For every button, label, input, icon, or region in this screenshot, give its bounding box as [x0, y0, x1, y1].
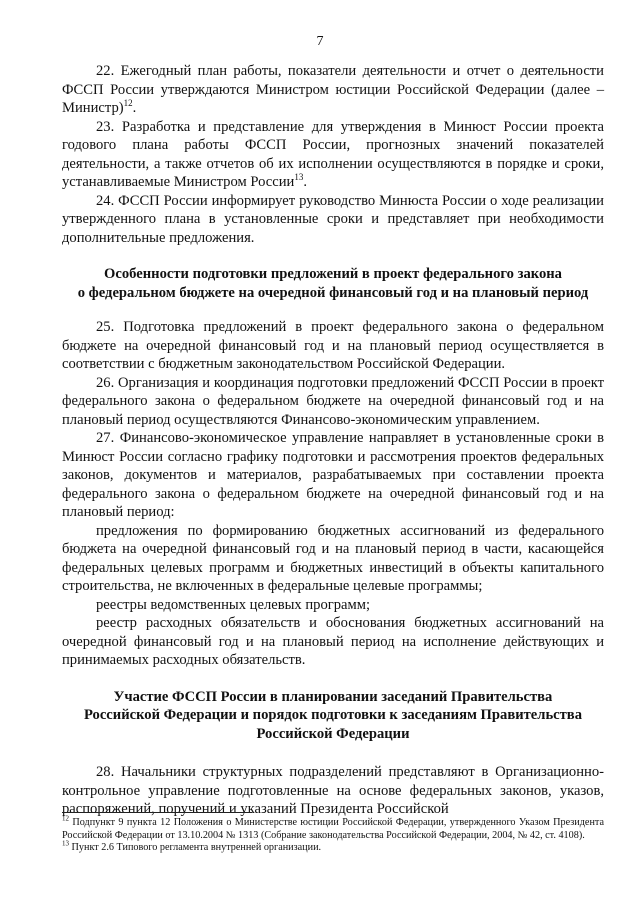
- list-item: реестры ведомственных целевых программ;: [96, 596, 371, 613]
- section-heading-government-line-3: Российской Федерации: [256, 725, 410, 742]
- list-item: предложения по формированию бюджетных ассигнований из федерального бюджета на очередной финансовый год и на плановый период в части, касающейся федеральных целевых программ и бюджетных инвестиций в объекты капитального строительства, не включенных в федеральные целевые программы;: [62, 522, 604, 594]
- document-body: [62, 62, 604, 819]
- paragraph-23-text: 23. Разработка и представление для утверждения в Минюст России проекта годового плана работы ФССП России, прогнозных значений показателей деятельности, а также отчетов об их исполнении осуществляются в порядке и сроки, устанавливаемые Министром России: [62, 118, 604, 190]
- paragraph-23-end: .: [303, 174, 307, 190]
- paragraph-22-end: .: [132, 100, 137, 116]
- paragraph-28: 28. Начальники структурных подразделений представляют в Организационно-контрольное управление подготовленные на основе федеральных законов, указов, распоряжений, поручений и указаний Президента Российской: [62, 764, 604, 817]
- paragraph-23: [62, 118, 604, 192]
- page-number: 7: [316, 34, 324, 49]
- paragraph-22-text: 22. Ежегодный план работы, показатели деятельности и отчет о деятельности ФССП России утверждаются Министром юстиции Российской Федерации (далее – Министр): [62, 63, 604, 116]
- footnotes: [62, 812, 604, 855]
- section-heading-government-line-1: Участие ФССП России в планировании заседаний Правительства: [113, 688, 553, 705]
- footnote-12-marker: 12: [62, 814, 69, 823]
- footnote-ref-12: 12: [123, 98, 133, 109]
- paragraph-22: [62, 62, 604, 118]
- section-heading-government-meetings: [62, 688, 604, 744]
- section-heading-budget-line-2: о федеральном бюджете на очередной финансовый год и на плановый период: [77, 284, 589, 301]
- paragraph-26: 26. Организация и координация подготовки предложений ФССП России в проект федерального закона о федеральном бюджете на очередной финансовый год и на плановый период осуществляются Финансово-экономическим управлением.: [62, 374, 604, 428]
- section-heading-budget: [62, 265, 604, 302]
- paragraph-24: 24. ФССП России информирует руководство Минюста России о ходе реализации утвержденного плана в установленные сроки и представляет при необходимости дополнительные предложения.: [62, 192, 604, 246]
- paragraph-25: 25. Подготовка предложений в проект федерального закона о федеральном бюджете на очередной финансовый год и на плановый период осуществляется в соответствии с бюджетным законодательством Российской Федерации.: [62, 319, 604, 372]
- footnote-ref-13: 13: [294, 172, 304, 183]
- footnote-divider: [62, 812, 252, 813]
- footnote-12: [62, 814, 605, 842]
- section-heading-government-line-2: Российской Федерации и порядок подготовки к заседаниям Правительства: [83, 707, 582, 723]
- footnote-13: [62, 839, 604, 855]
- footnote-12-text: Подпункт 9 пункта 12 Положения о Министерстве юстиции Российской Федерации, утвержденного Указом Президента Российской Федерации от 13.10.2004 № 1313 (Собрание законодательства Российской Федерации, 2004, № 42, ст. 4108).: [62, 817, 605, 841]
- footnote-13-text: Пункт 2.6 Типового регламента внутренней организации.: [71, 842, 322, 854]
- list-item: реестр расходных обязательств и обоснования бюджетных ассигнований на очередной финансовый год и на плановый период на исполнение действующих и принимаемых расходных обязательств.: [62, 615, 604, 668]
- footnote-13-marker: 13: [62, 839, 69, 848]
- paragraph-27: 27. Финансово-экономическое управление направляет в установленные сроки в Минюст России согласно графику подготовки и рассмотрения проектов федеральных законов, документов и материалов, разрабатываемых при составлении проекта федерального закона о федеральном бюджете на очередной финансовый год и на плановый период:: [62, 430, 604, 520]
- section-heading-budget-line-1: Особенности подготовки предложений в проект федерального закона: [104, 266, 562, 282]
